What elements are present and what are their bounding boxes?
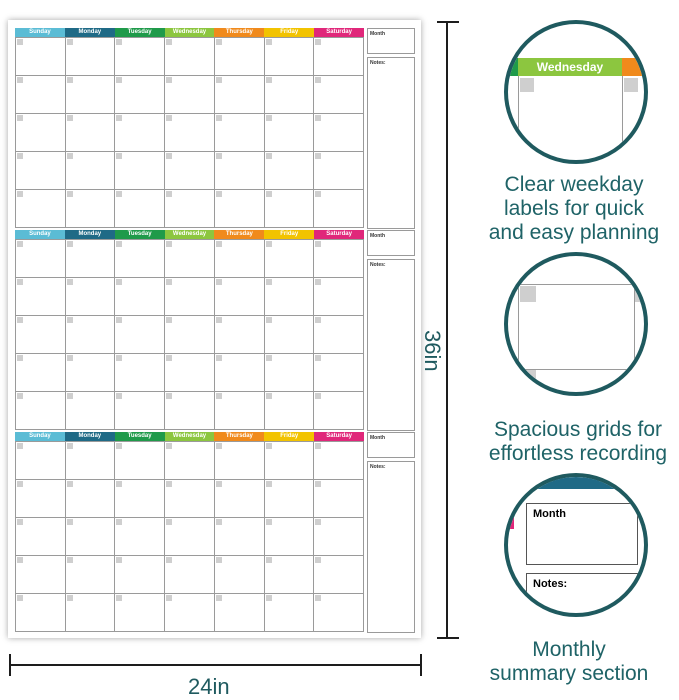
day-cell[interactable] [265, 442, 315, 480]
weekday-header [15, 230, 364, 239]
day-cell[interactable] [314, 518, 364, 556]
day-cell[interactable] [66, 190, 116, 228]
day-label-wednesday: Wednesday [165, 432, 215, 441]
day-cell[interactable] [66, 518, 116, 556]
caption-weekday [474, 173, 674, 245]
day-cell[interactable] [314, 316, 364, 354]
day-cell[interactable] [265, 114, 315, 152]
day-cell[interactable] [215, 278, 265, 316]
day-cell[interactable] [16, 442, 66, 480]
day-cell[interactable] [215, 442, 265, 480]
day-cell[interactable] [215, 38, 265, 76]
grid-zoom-circle [504, 252, 648, 396]
day-label-monday: Monday [65, 230, 115, 239]
day-cell[interactable] [16, 392, 66, 430]
width-dimension-cap-right [420, 654, 422, 676]
day-label-thursday: Thursday [214, 28, 264, 37]
month-box[interactable] [367, 230, 415, 256]
day-cell[interactable] [165, 354, 215, 392]
weekday-zoom-circle [504, 20, 648, 164]
wednesday-zoom-label: Wednesday [518, 58, 622, 76]
day-cells [15, 441, 364, 632]
width-dimension-line [10, 664, 421, 666]
day-cell[interactable] [215, 76, 265, 114]
day-label-sunday: Sunday [15, 28, 65, 37]
summary-zoom-circle [504, 473, 648, 617]
month-block [15, 432, 415, 633]
day-cell[interactable] [115, 114, 165, 152]
caption-line: Spacious grids for [493, 418, 663, 441]
day-cell[interactable] [314, 114, 364, 152]
day-cell[interactable] [314, 594, 364, 632]
day-cell[interactable] [115, 76, 165, 114]
day-label-monday: Monday [65, 28, 115, 37]
day-cell[interactable] [66, 278, 116, 316]
day-cell[interactable] [314, 278, 364, 316]
day-cells [15, 239, 364, 430]
caption-line: Clear weekday [504, 173, 644, 196]
height-label: 36in [420, 330, 445, 372]
day-cell[interactable] [165, 556, 215, 594]
day-cell[interactable] [66, 114, 116, 152]
height-dimension-cap-bottom [437, 637, 459, 639]
day-label-friday: Friday [264, 432, 314, 441]
day-cell[interactable] [115, 354, 165, 392]
day-cell[interactable] [165, 76, 215, 114]
day-cell[interactable] [215, 114, 265, 152]
day-label-saturday: Saturday [314, 230, 364, 239]
day-cell[interactable] [115, 442, 165, 480]
day-cell[interactable] [215, 152, 265, 190]
month-grid [15, 28, 364, 228]
day-cell[interactable] [165, 480, 215, 518]
day-cell[interactable] [215, 392, 265, 430]
day-label-sunday: Sunday [15, 230, 65, 239]
day-cell[interactable] [314, 354, 364, 392]
day-cell[interactable] [265, 38, 315, 76]
zoom-month-label: Month [533, 508, 566, 520]
day-cell[interactable] [265, 76, 315, 114]
month-block [15, 230, 415, 431]
day-cell[interactable] [66, 556, 116, 594]
day-label-friday: Friday [264, 230, 314, 239]
weekday-header [15, 432, 364, 441]
day-cell[interactable] [314, 556, 364, 594]
day-label-friday: Friday [264, 28, 314, 37]
day-label-saturday: Saturday [314, 28, 364, 37]
caption-line: and easy planning [488, 221, 660, 244]
day-cell[interactable] [165, 278, 215, 316]
day-cell[interactable] [115, 594, 165, 632]
day-cell[interactable] [16, 354, 66, 392]
day-cell[interactable] [314, 76, 364, 114]
day-cell[interactable] [115, 190, 165, 228]
day-cell[interactable] [165, 316, 215, 354]
caption-line: labels for quick [503, 197, 645, 220]
month-grid [15, 230, 364, 430]
day-cell[interactable] [265, 354, 315, 392]
day-cell[interactable] [66, 316, 116, 354]
day-cell[interactable] [115, 38, 165, 76]
day-label-saturday: Saturday [314, 432, 364, 441]
day-cell[interactable] [215, 190, 265, 228]
day-cell[interactable] [265, 556, 315, 594]
day-cell[interactable] [265, 278, 315, 316]
day-cell[interactable] [66, 240, 116, 278]
caption-line: effortless recording [488, 442, 668, 465]
day-cell[interactable] [165, 240, 215, 278]
day-label-monday: Monday [65, 432, 115, 441]
day-cell[interactable] [16, 240, 66, 278]
day-cell[interactable] [16, 278, 66, 316]
day-cell[interactable] [265, 480, 315, 518]
day-cell[interactable] [16, 518, 66, 556]
width-label: 24in [188, 674, 230, 699]
day-cell[interactable] [215, 354, 265, 392]
day-cell[interactable] [66, 480, 116, 518]
day-cell[interactable] [16, 316, 66, 354]
day-label-wednesday: Wednesday [165, 28, 215, 37]
day-cell[interactable] [16, 594, 66, 632]
day-label-tuesday: Tuesday [115, 432, 165, 441]
notes-label: Notes: [370, 262, 386, 268]
day-cell[interactable] [165, 190, 215, 228]
day-cell[interactable] [115, 556, 165, 594]
day-cell[interactable] [16, 38, 66, 76]
notes-box[interactable] [367, 57, 415, 229]
day-label-tuesday: Tuesday [115, 230, 165, 239]
day-cell[interactable] [265, 152, 315, 190]
day-cell[interactable] [16, 152, 66, 190]
month-label: Month [370, 31, 385, 37]
width-dimension-cap-left [9, 654, 11, 676]
day-cell[interactable] [165, 38, 215, 76]
day-cells [15, 37, 364, 228]
day-cell[interactable] [66, 392, 116, 430]
day-label-thursday: Thursday [214, 432, 264, 441]
day-cell[interactable] [66, 76, 116, 114]
month-grid [15, 432, 364, 632]
month-box[interactable] [367, 432, 415, 458]
weekday-header [15, 28, 364, 37]
day-cell[interactable] [16, 190, 66, 228]
day-cell[interactable] [165, 518, 215, 556]
day-cell[interactable] [66, 594, 116, 632]
day-cell[interactable] [314, 392, 364, 430]
month-label: Month [370, 435, 385, 441]
caption-summary [469, 638, 669, 686]
day-cell[interactable] [265, 240, 315, 278]
day-cell[interactable] [215, 594, 265, 632]
day-cell[interactable] [215, 240, 265, 278]
month-label: Month [370, 233, 385, 239]
day-cell[interactable] [115, 316, 165, 354]
caption-grid [478, 418, 678, 466]
notes-label: Notes: [370, 464, 386, 470]
day-cell[interactable] [314, 442, 364, 480]
day-cell[interactable] [66, 442, 116, 480]
day-label-thursday: Thursday [214, 230, 264, 239]
day-cell[interactable] [215, 316, 265, 354]
day-cell[interactable] [165, 442, 215, 480]
caption-line: Monthly [532, 638, 606, 661]
day-cell[interactable] [115, 480, 165, 518]
day-cell[interactable] [115, 152, 165, 190]
day-cell[interactable] [165, 594, 215, 632]
height-dimension-cap-top [437, 21, 459, 23]
day-cell[interactable] [215, 480, 265, 518]
month-block [15, 28, 415, 229]
day-label-tuesday: Tuesday [115, 28, 165, 37]
day-cell[interactable] [265, 594, 315, 632]
day-cell[interactable] [165, 152, 215, 190]
day-label-wednesday: Wednesday [165, 230, 215, 239]
day-cell[interactable] [265, 316, 315, 354]
month-box[interactable] [367, 28, 415, 54]
day-cell[interactable] [215, 518, 265, 556]
day-cell[interactable] [16, 114, 66, 152]
notes-box[interactable] [367, 461, 415, 633]
day-cell[interactable] [16, 480, 66, 518]
height-dimension-line [446, 22, 448, 638]
day-cell[interactable] [66, 354, 116, 392]
calendar-poster [8, 20, 421, 638]
day-cell[interactable] [115, 518, 165, 556]
day-label-sunday: Sunday [15, 432, 65, 441]
caption-line: summary section [489, 662, 649, 685]
day-cell[interactable] [314, 190, 364, 228]
day-cell[interactable] [265, 190, 315, 228]
day-cell[interactable] [66, 38, 116, 76]
day-cell[interactable] [66, 152, 116, 190]
day-cell[interactable] [16, 556, 66, 594]
day-cell[interactable] [165, 114, 215, 152]
notes-label: Notes: [370, 60, 386, 66]
day-cell[interactable] [314, 152, 364, 190]
notes-box[interactable] [367, 259, 415, 431]
day-cell[interactable] [115, 392, 165, 430]
day-cell[interactable] [314, 480, 364, 518]
day-cell[interactable] [165, 392, 215, 430]
day-cell[interactable] [115, 240, 165, 278]
day-cell[interactable] [16, 76, 66, 114]
day-cell[interactable] [314, 38, 364, 76]
day-cell[interactable] [265, 392, 315, 430]
zoom-notes-label: Notes: [533, 578, 568, 590]
day-cell[interactable] [314, 240, 364, 278]
day-cell[interactable] [115, 278, 165, 316]
day-cell[interactable] [215, 556, 265, 594]
day-cell[interactable] [265, 518, 315, 556]
